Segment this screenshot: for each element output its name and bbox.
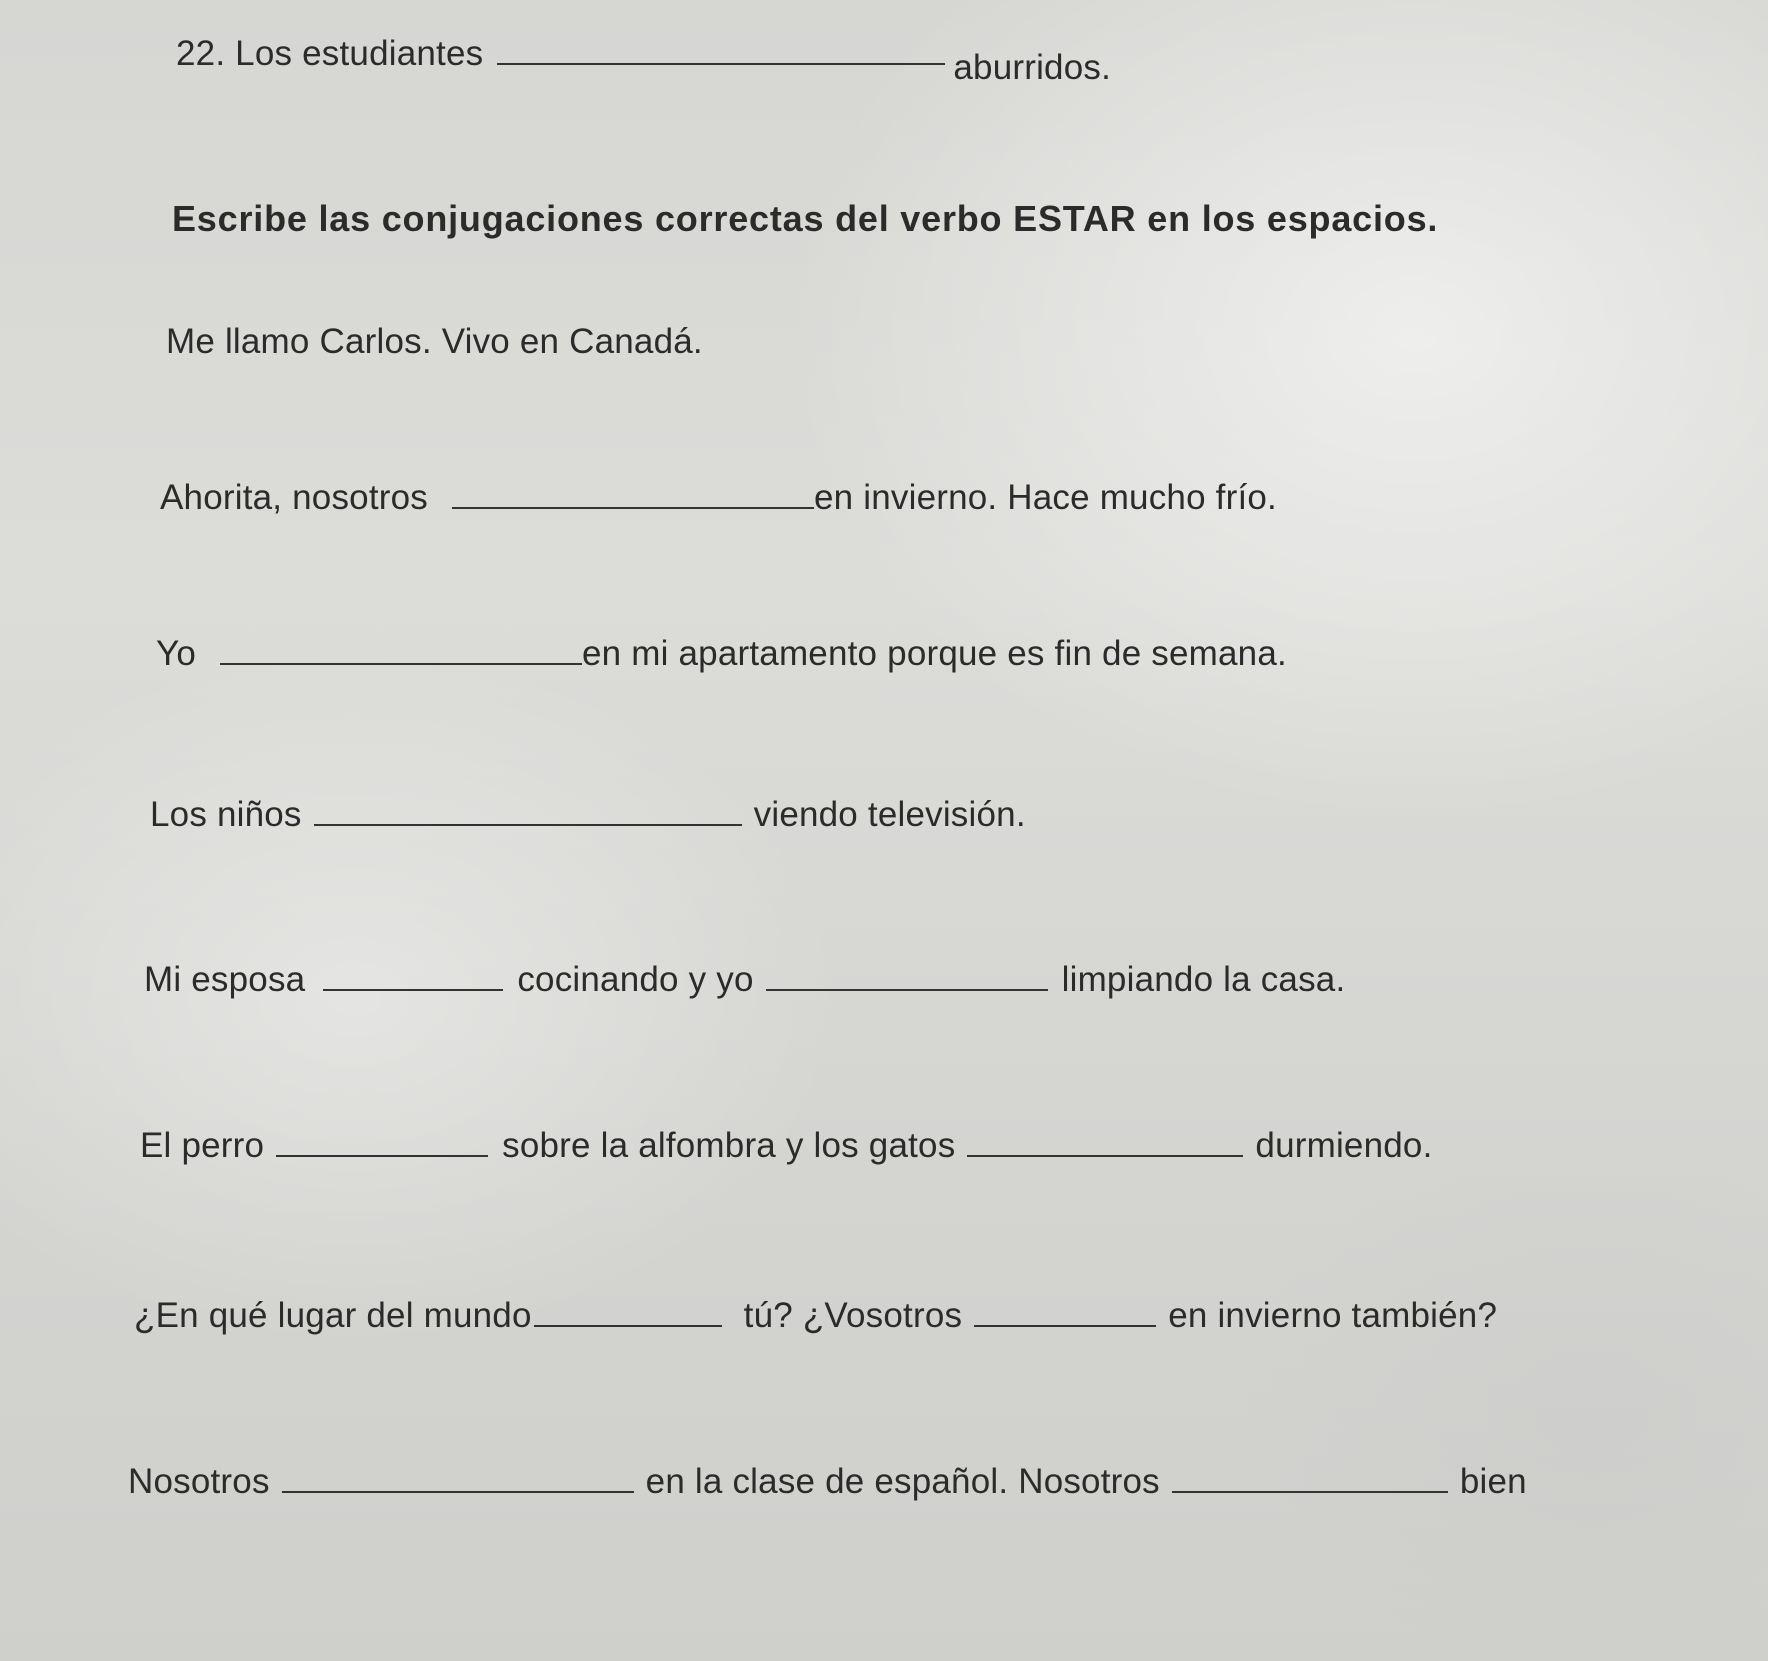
sentence-1-after: en invierno. Hace mucho frío. xyxy=(814,478,1277,517)
answer-blank[interactable] xyxy=(282,1490,634,1493)
sentence-6 xyxy=(134,1296,1497,1336)
answer-blank[interactable] xyxy=(766,988,1048,991)
item-22-text-after: aburridos. xyxy=(953,48,1111,87)
sentence-7 xyxy=(128,1462,1527,1502)
intro-text: Me llamo Carlos. Vivo en Canadá. xyxy=(166,322,703,361)
sentence-5-middle: sobre la alfombra y los gatos xyxy=(502,1126,956,1165)
answer-blank[interactable] xyxy=(497,62,945,65)
sentence-1 xyxy=(160,478,1277,518)
answer-blank[interactable] xyxy=(1172,1490,1448,1493)
sentence-5-before: El perro xyxy=(140,1126,265,1165)
answer-blank[interactable] xyxy=(323,988,503,991)
answer-blank[interactable] xyxy=(534,1324,722,1327)
sentence-3-before: Los niños xyxy=(150,795,302,834)
sentence-6-after: en invierno también? xyxy=(1168,1296,1498,1335)
sentence-7-before: Nosotros xyxy=(128,1462,270,1501)
sentence-5-after: durmiendo. xyxy=(1255,1126,1433,1165)
sentence-2-before: Yo xyxy=(156,634,196,673)
sentence-3 xyxy=(150,795,1026,835)
sentence-2 xyxy=(156,634,1287,674)
instructions-heading: Escribe las conjugaciones correctas del verbo ESTAR en los espacios. xyxy=(172,198,1439,239)
item-22-text-before: 22. Los estudiantes xyxy=(176,34,484,73)
sentence-2-after: en mi apartamento porque es fin de semana. xyxy=(582,634,1287,673)
answer-blank[interactable] xyxy=(974,1324,1156,1327)
answer-blank[interactable] xyxy=(220,662,582,665)
sentence-4 xyxy=(144,960,1345,1000)
sentence-3-after: viendo televisión. xyxy=(753,795,1026,834)
sentence-1-before: Ahorita, nosotros xyxy=(160,478,428,517)
sentence-6-before: ¿En qué lugar del mundo xyxy=(134,1296,532,1335)
sentence-4-before: Mi esposa xyxy=(144,960,306,999)
sentence-4-after: limpiando la casa. xyxy=(1061,960,1346,999)
sentence-7-middle: en la clase de español. Nosotros xyxy=(645,1462,1160,1501)
sentence-4-middle: cocinando y yo xyxy=(517,960,754,999)
sentence-5 xyxy=(140,1126,1433,1166)
answer-blank[interactable] xyxy=(967,1154,1243,1157)
answer-blank[interactable] xyxy=(452,506,814,509)
sentence-6-middle: tú? ¿Vosotros xyxy=(743,1296,963,1335)
sentence-7-after: bien xyxy=(1459,1462,1527,1501)
answer-blank[interactable] xyxy=(276,1154,488,1157)
item-22 xyxy=(176,34,1111,87)
answer-blank[interactable] xyxy=(314,823,742,826)
